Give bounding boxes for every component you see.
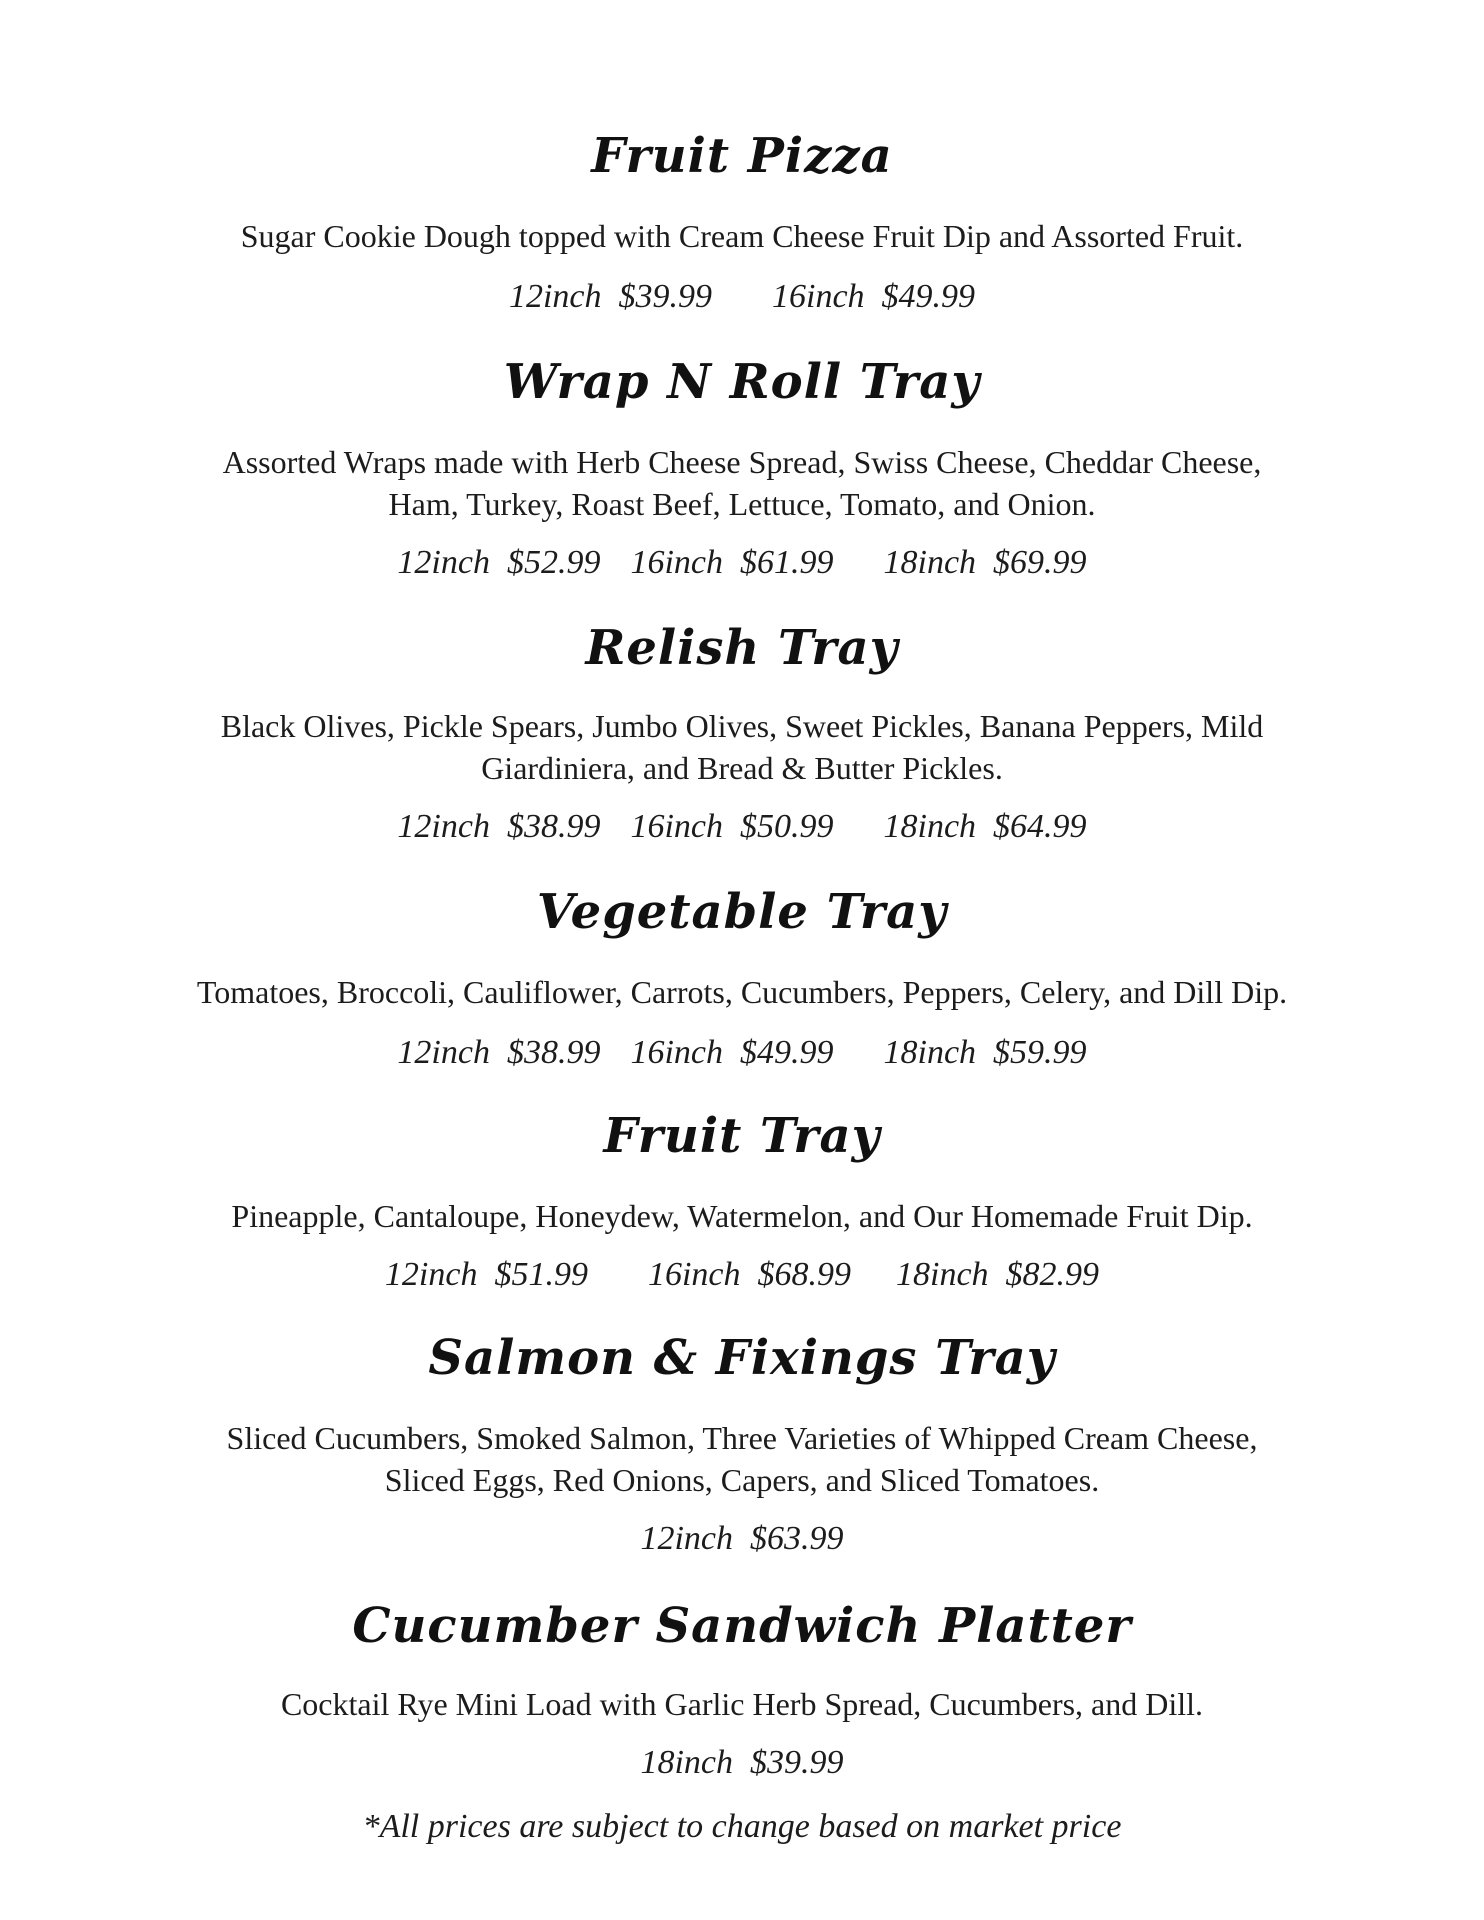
item-prices-fruit-pizza [0, 278, 1484, 316]
item-title-salmon-fixings-tray: Salmon & Fixings Tray [428, 1330, 1056, 1386]
price-option: 16inch $68.99 [647, 1256, 852, 1293]
item-desc-vegetable-tray: Tomatoes, Broccoli, Cauliflower, Carrots, Cucumbers, Peppers, Celery, and Dill Dip. [196, 974, 1288, 1010]
price-option: 12inch $51.99 [384, 1256, 588, 1293]
item-prices-wrap-n-roll-tray [0, 544, 1484, 582]
price-option: 12inch $38.99 [397, 1034, 601, 1071]
item-desc-salmon-fixings-tray-line2: Sliced Eggs, Red Onions, Capers, and Sliced Tomatoes. [384, 1462, 1100, 1498]
price-option: 18inch $82.99 [896, 1256, 1100, 1293]
price-option: 18inch $59.99 [883, 1034, 1087, 1071]
item-title-fruit-tray: Fruit Tray [603, 1108, 881, 1164]
price-option: 18inch $39.99 [640, 1744, 844, 1781]
price-option: 12inch $38.99 [397, 808, 601, 845]
price-option: 16inch $49.99 [630, 1034, 834, 1071]
item-prices-fruit-tray [0, 1256, 1484, 1294]
price-option: 16inch $49.99 [772, 278, 976, 315]
item-prices-cucumber-sandwich-platter [0, 1744, 1484, 1782]
item-title-fruit-pizza: Fruit Pizza [591, 128, 893, 184]
item-title-vegetable-tray: Vegetable Tray [536, 884, 948, 940]
price-option: 18inch $64.99 [883, 808, 1087, 845]
price-option: 12inch $52.99 [397, 544, 601, 581]
item-desc-fruit-pizza: Sugar Cookie Dough topped with Cream Cheese Fruit Dip and Assorted Fruit. [240, 218, 1244, 254]
item-desc-wrap-n-roll-tray-line2: Ham, Turkey, Roast Beef, Lettuce, Tomato, and Onion. [388, 486, 1096, 522]
item-desc-cucumber-sandwich-platter: Cocktail Rye Mini Load with Garlic Herb Spread, Cucumbers, and Dill. [280, 1686, 1204, 1722]
item-title-cucumber-sandwich-platter: Cucumber Sandwich Platter [352, 1598, 1132, 1654]
price-option: 16inch $61.99 [630, 544, 834, 581]
price-option: 16inch $50.99 [630, 808, 834, 845]
item-desc-salmon-fixings-tray-line1: Sliced Cucumbers, Smoked Salmon, Three Varieties of Whipped Cream Cheese, [226, 1420, 1258, 1456]
item-title-wrap-n-roll-tray: Wrap N Roll Tray [503, 354, 981, 410]
item-desc-fruit-tray: Pineapple, Cantaloupe, Honeydew, Watermelon, and Our Homemade Fruit Dip. [231, 1198, 1253, 1234]
price-option: 12inch $63.99 [640, 1520, 844, 1557]
item-prices-salmon-fixings-tray [0, 1520, 1484, 1558]
price-option: 12inch $39.99 [508, 278, 712, 315]
item-desc-relish-tray-line1: Black Olives, Pickle Spears, Jumbo Olives, Sweet Pickles, Banana Peppers, Mild [220, 708, 1264, 744]
item-desc-wrap-n-roll-tray-line1: Assorted Wraps made with Herb Cheese Spread, Swiss Cheese, Cheddar Cheese, [222, 444, 1262, 480]
footnote: *All prices are subject to change based on market price [362, 1808, 1122, 1845]
item-prices-vegetable-tray [0, 1034, 1484, 1072]
item-prices-relish-tray [0, 808, 1484, 846]
item-desc-relish-tray-line2: Giardiniera, and Bread & Butter Pickles. [481, 750, 1003, 786]
price-option: 18inch $69.99 [883, 544, 1087, 581]
item-title-relish-tray: Relish Tray [585, 620, 899, 676]
